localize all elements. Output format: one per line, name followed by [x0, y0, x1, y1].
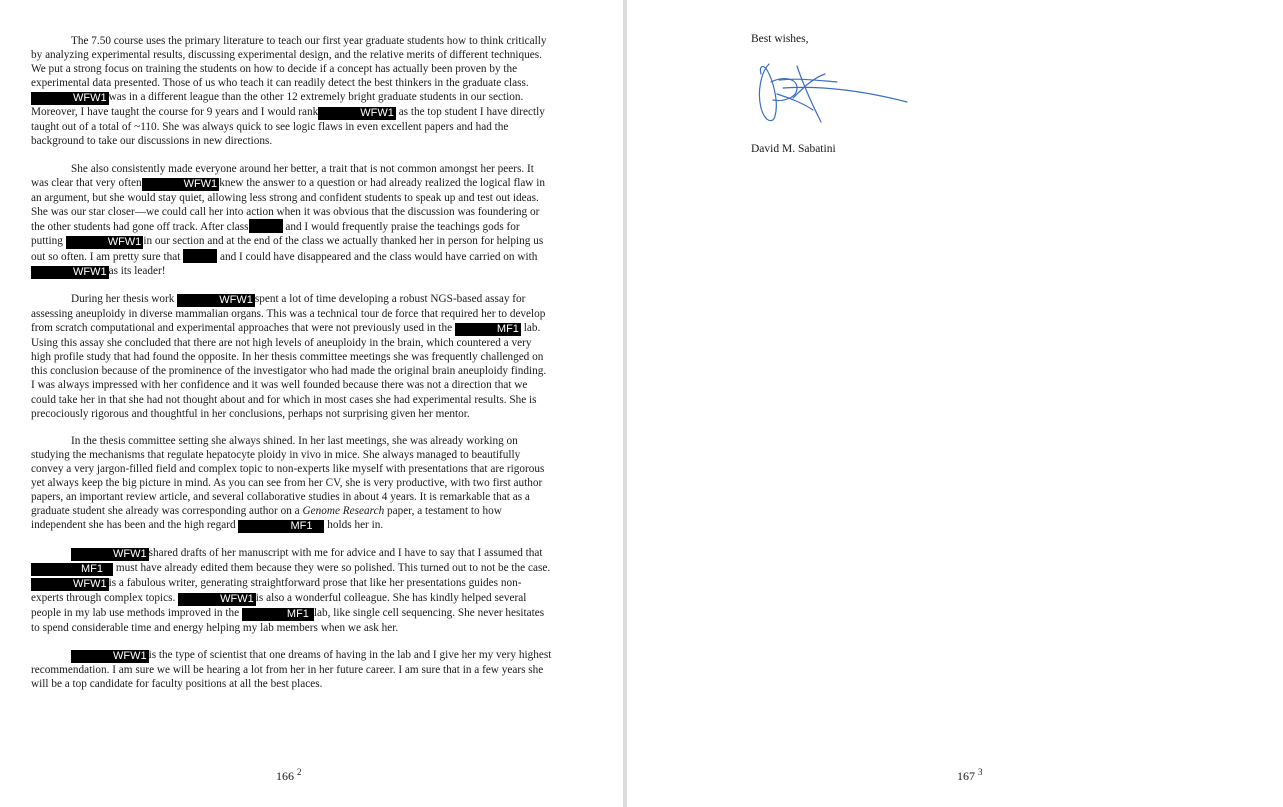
page-number-value: 167 [957, 769, 975, 783]
redaction-block [249, 219, 283, 233]
redaction-block [183, 249, 217, 263]
redaction-mentor: MF1 [455, 323, 521, 336]
text-run: is the type of scientist that one dreams of having in the lab and I give her my very highest recommendation. I am sure we will be hearing a lot from her in her future career. I am sure that in a few years she will be a top candidate for faculty positions at all the best places. [31, 649, 552, 691]
text-run: was in a different league than the other 12 extremely bright graduate students in our section. Moreover, I have taught the course for 9 years and I would rank [31, 91, 524, 119]
page-number [276, 767, 302, 784]
text-run: spent a lot of time developing a robust NGS-based assay for assessing aneuploidy in diverse mammalian organs. This was a technical tour de force that required her to develop from scratch computational and experimental approaches that were not previously used in the [31, 293, 546, 335]
redaction-mentor: MF1 [31, 563, 113, 576]
letter-page-left [0, 0, 623, 807]
text-run: During her thesis work [71, 293, 175, 306]
text-run: lab, like single cell sequencing. She never hesitates to spend considerable time and energy helping my lab members when we ask her. [31, 607, 545, 635]
text-run: In the thesis committee setting she always shined. In her last meetings, she was already working on studying the mechanisms that regulate hepatocyte ploidy in vivo in mice. She always managed to beautifully convey a very jargon-filled field and complex topic to non-experts like myself with presentations that are rigorous yet always keep the big picture in mind. As you can see from her CV, she is very productive, with two first author papers, an important review article, and several collaborative studies in about 4 years. It is remarkable that as a graduate student she already was corresponding author on a [31, 434, 545, 518]
journal-name: Genome Research [302, 505, 385, 518]
redaction-student: WFW1 [31, 92, 109, 105]
redaction-student: WFW1 [31, 266, 109, 279]
text-run: is also a wonderful colleague. She has kindly helped several people in my lab use methods improved in the [31, 592, 527, 620]
page-number [957, 767, 983, 784]
paragraph-recommendation [31, 648, 552, 691]
page-number-value: 166 [276, 769, 294, 783]
page-number-superscript: 2 [297, 767, 302, 777]
text-run: must have already edited them because they were so polished. This turned out to not be the case. [115, 562, 551, 575]
paragraph-committee [31, 434, 552, 534]
paragraph-course [31, 34, 552, 149]
text-run: and I would frequently praise the teachings gods for putting [31, 220, 520, 247]
redaction-student: WFW1 [66, 236, 144, 249]
text-run: knew the answer to a question or had already realized the logical flaw in an argument, but she would stay quiet, allowing less strong and confident students to speak up and test out ideas. She was our star closer—we could call her into action when it was obvious that the discussion was foundering or the other students had gone off track. After class [31, 176, 545, 233]
redaction-student: WFW1 [71, 650, 149, 663]
text-run: as the top student I have directly taught out of a total of ~110. She was always quick to see logic flaws in even excellent papers and had the background to take our discussions in new directions. [31, 106, 545, 148]
redaction-student: WFW1 [31, 578, 109, 591]
redaction-student: WFW1 [71, 548, 149, 561]
paragraph-thesis-work [31, 292, 552, 421]
text-run: lab. Using this assay she concluded that there are not high levels of aneuploidy in the brain, which countered a very high profile study that had found the opposite. In her thesis committee meetings she was frequently challenged on this conclusion because of the prominence of the investigator who had made the original brain aneuploidy finding. I was always impressed with her confidence and it was well founded because there was not a direction that we could take her in that she had not thought about and for which in most cases she had experimental results. She is precociously rigorous and thoughtful in her conclusions, perhaps not surprising given her mentor. [31, 322, 547, 420]
redaction-student: WFW1 [142, 178, 220, 191]
text-run: is a fabulous writer, generating straightforward prose that like her presentations guides non-experts through complex topics. [31, 577, 522, 605]
redaction-mentor: MF1 [238, 520, 324, 533]
text-run: paper, a testament to how independent she has been and the high regard [31, 505, 502, 532]
paragraph-peers [31, 162, 552, 279]
text-run: in our section and at the end of the class we actually thanked her in person for helping us out so often. I am pretty sure that [31, 234, 544, 263]
handwritten-signature [753, 58, 913, 132]
signer-name: David M. Sabatini [751, 143, 836, 155]
redaction-student: WFW1 [178, 593, 256, 606]
redaction-student: WFW1 [318, 107, 396, 120]
redaction-mentor: MF1 [242, 608, 314, 621]
redaction-student: WFW1 [177, 294, 255, 307]
letter-page-right [627, 0, 1283, 807]
closing-line: Best wishes, [751, 33, 809, 45]
text-run: holds her in. [327, 519, 384, 532]
page-number-superscript: 3 [978, 767, 983, 777]
text-run: as its leader! [108, 265, 166, 278]
text-run: shared drafts of her manuscript with me for advice and I have to say that I assumed that [148, 547, 543, 560]
text-run: The 7.50 course uses the primary literature to teach our first year graduate students how to think critically by analyzing experimental results, discussing experimental design, and the relative merits of different techniques. We put a strong focus on training the students on how to decide if a concept has actually been proven by the experimental data presented. Those of us who teach it can readily detect the best thinkers in the graduate class. [31, 35, 547, 90]
text-run: and I could have disappeared and the class would have carried on with [219, 250, 538, 263]
paragraph-writing [31, 546, 552, 635]
letter-body [31, 34, 552, 705]
text-run: She also consistently made everyone around her better, a trait that is not common amongst her peers. It was clear that very often [31, 162, 534, 189]
